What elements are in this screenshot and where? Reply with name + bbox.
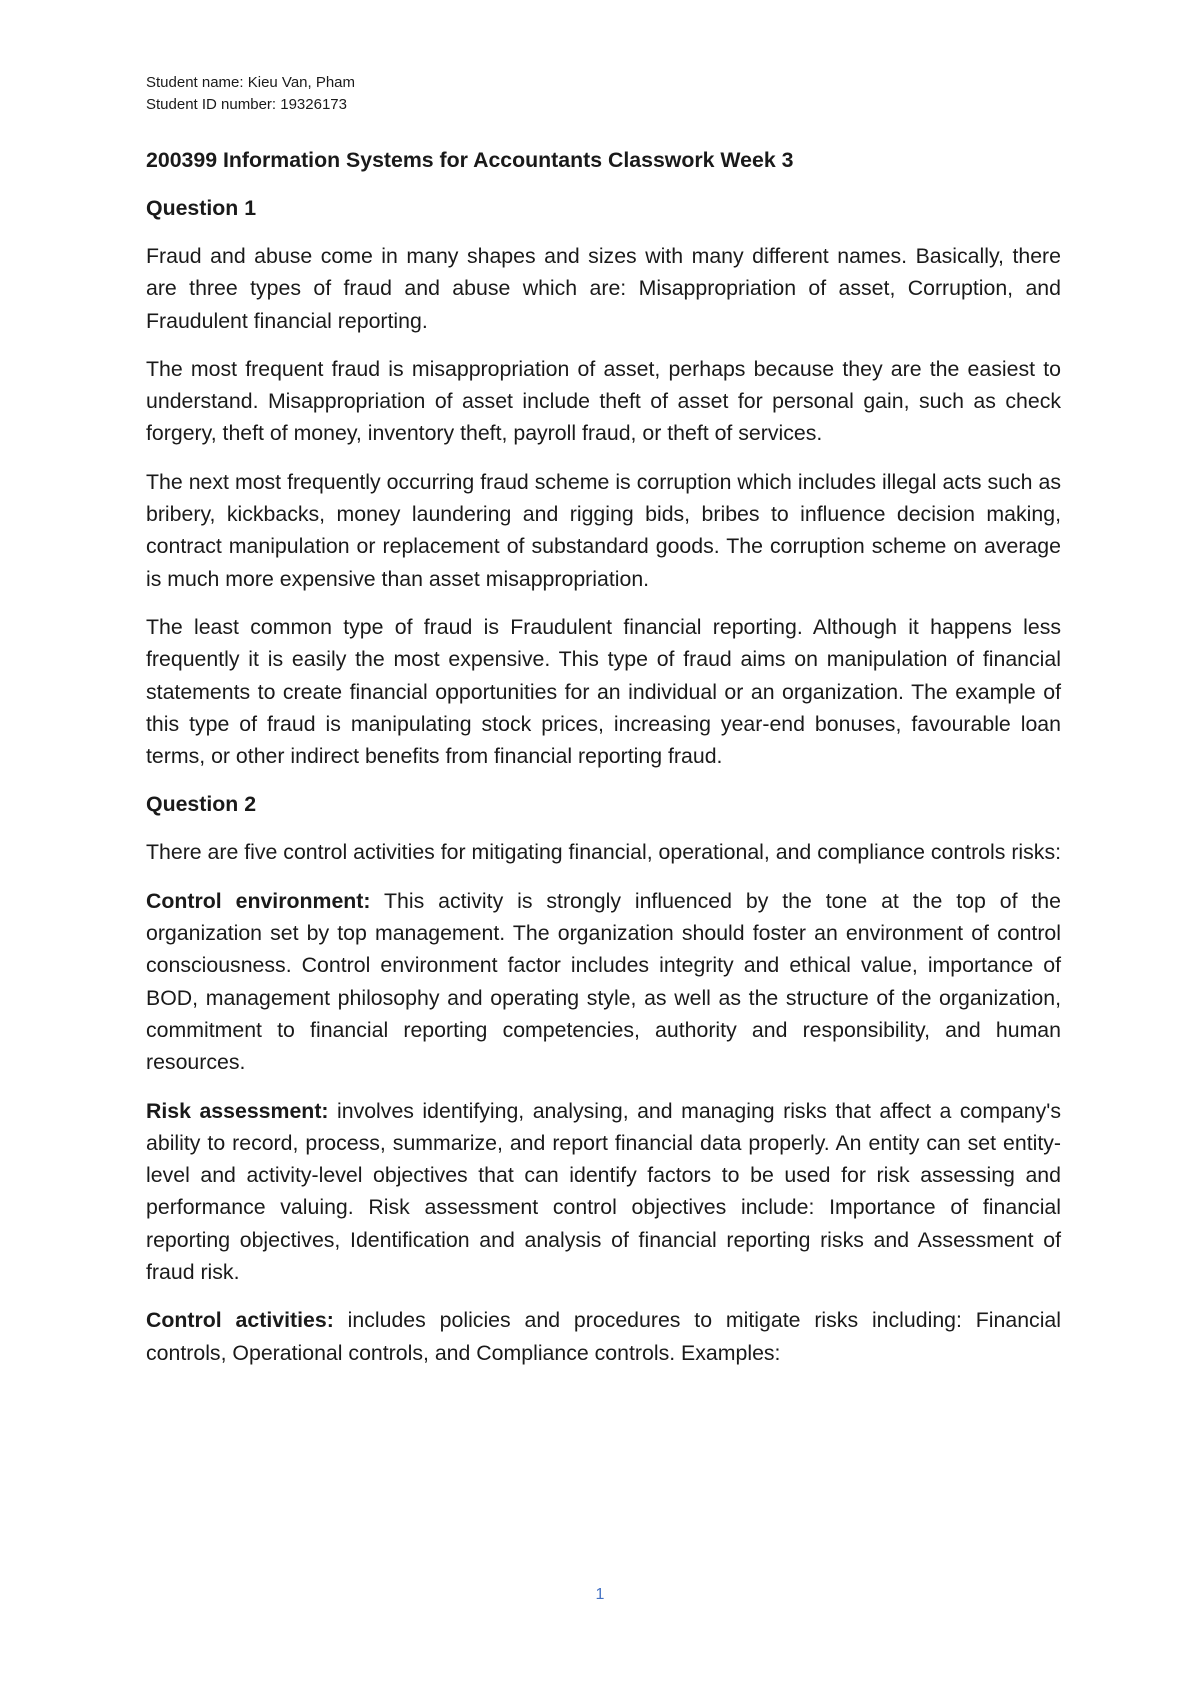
control-item-term: Control activities:	[146, 1308, 334, 1333]
question-2-intro: There are five control activities for mitigating financial, operational, and compliance controls risks:	[146, 840, 1062, 865]
page-number: 1	[595, 1586, 605, 1603]
question-1-paragraph: The next most frequently occurring fraud scheme is corruption which includes illegal acts such as bribery, kickbacks, money laundering and rigging bids, bribes to influence decision making, contract manipulation or replacement of substandard goods. The corruption scheme on average is much more expensive than asset misappropriation.	[146, 469, 1061, 591]
control-item-term: Risk assessment:	[146, 1098, 329, 1123]
question-1-paragraph: The least common type of fraud is Fraudulent financial reporting. Although it happens less frequently it is easily the most expensive. This type of fraud aims on manipulation of financial statements to create financial opportunities for an individual or an organization. The example of this type of fraud is manipulating stock prices, increasing year-end bonuses, favourable loan terms, or other indirect benefits from financial reporting fraud.	[146, 614, 1061, 769]
control-item-control-activities	[146, 1304, 1061, 1369]
control-item-term: Control environment:	[146, 888, 371, 913]
student-header	[146, 72, 355, 116]
control-item-control-environment	[146, 885, 1061, 1079]
student-name: Student name: Kieu Van, Pham	[146, 74, 356, 91]
document-title: 200399 Information Systems for Accountants Classwork Week 3	[146, 148, 794, 172]
question-1-paragraph: Fraud and abuse come in many shapes and sizes with many different names. Basically, there are three types of fraud and abuse which are: Misappropriation of asset, Corruption, and Fraudulent financial reporting.	[146, 244, 1061, 333]
control-item-text: involves identifying, analysing, and managing risks that affect a company's ability to record, process, summarize, and report financial data properly. An entity can set entity-level and activity-level objectives that can identify factors to be used for risk assessing and performance valuing. Risk assessment control objectives include: Importance of financial reporting objectives, Identification and analysis of financial reporting risks and Assessment of fraud risk.	[146, 1098, 1061, 1285]
control-item-text: This activity is strongly influenced by the tone at the top of the organization set by top management. The organization should foster an environment of control consciousness. Control environment factor includes integrity and ethical value, importance of BOD, management philosophy and operating style, as well as the structure of the organization, commitment to financial reporting competencies, authority and responsibility, and human resources.	[146, 888, 1061, 1075]
question-1-heading: Question 1	[146, 196, 257, 220]
question-2-heading: Question 2	[146, 792, 257, 817]
student-id: Student ID number: 19326173	[146, 96, 347, 113]
control-item-text: includes policies and procedures to mitigate risks including: Financial controls, Operational controls, and Compliance controls. Examples:	[146, 1308, 1061, 1365]
question-1-paragraph: The most frequent fraud is misappropriation of asset, perhaps because they are the easiest to understand. Misappropriation of asset include theft of asset for personal gain, such as check forgery, theft of money, inventory theft, payroll fraud, or theft of services.	[146, 356, 1061, 446]
document-body	[146, 144, 1061, 1385]
control-item-risk-assessment	[146, 1095, 1061, 1289]
